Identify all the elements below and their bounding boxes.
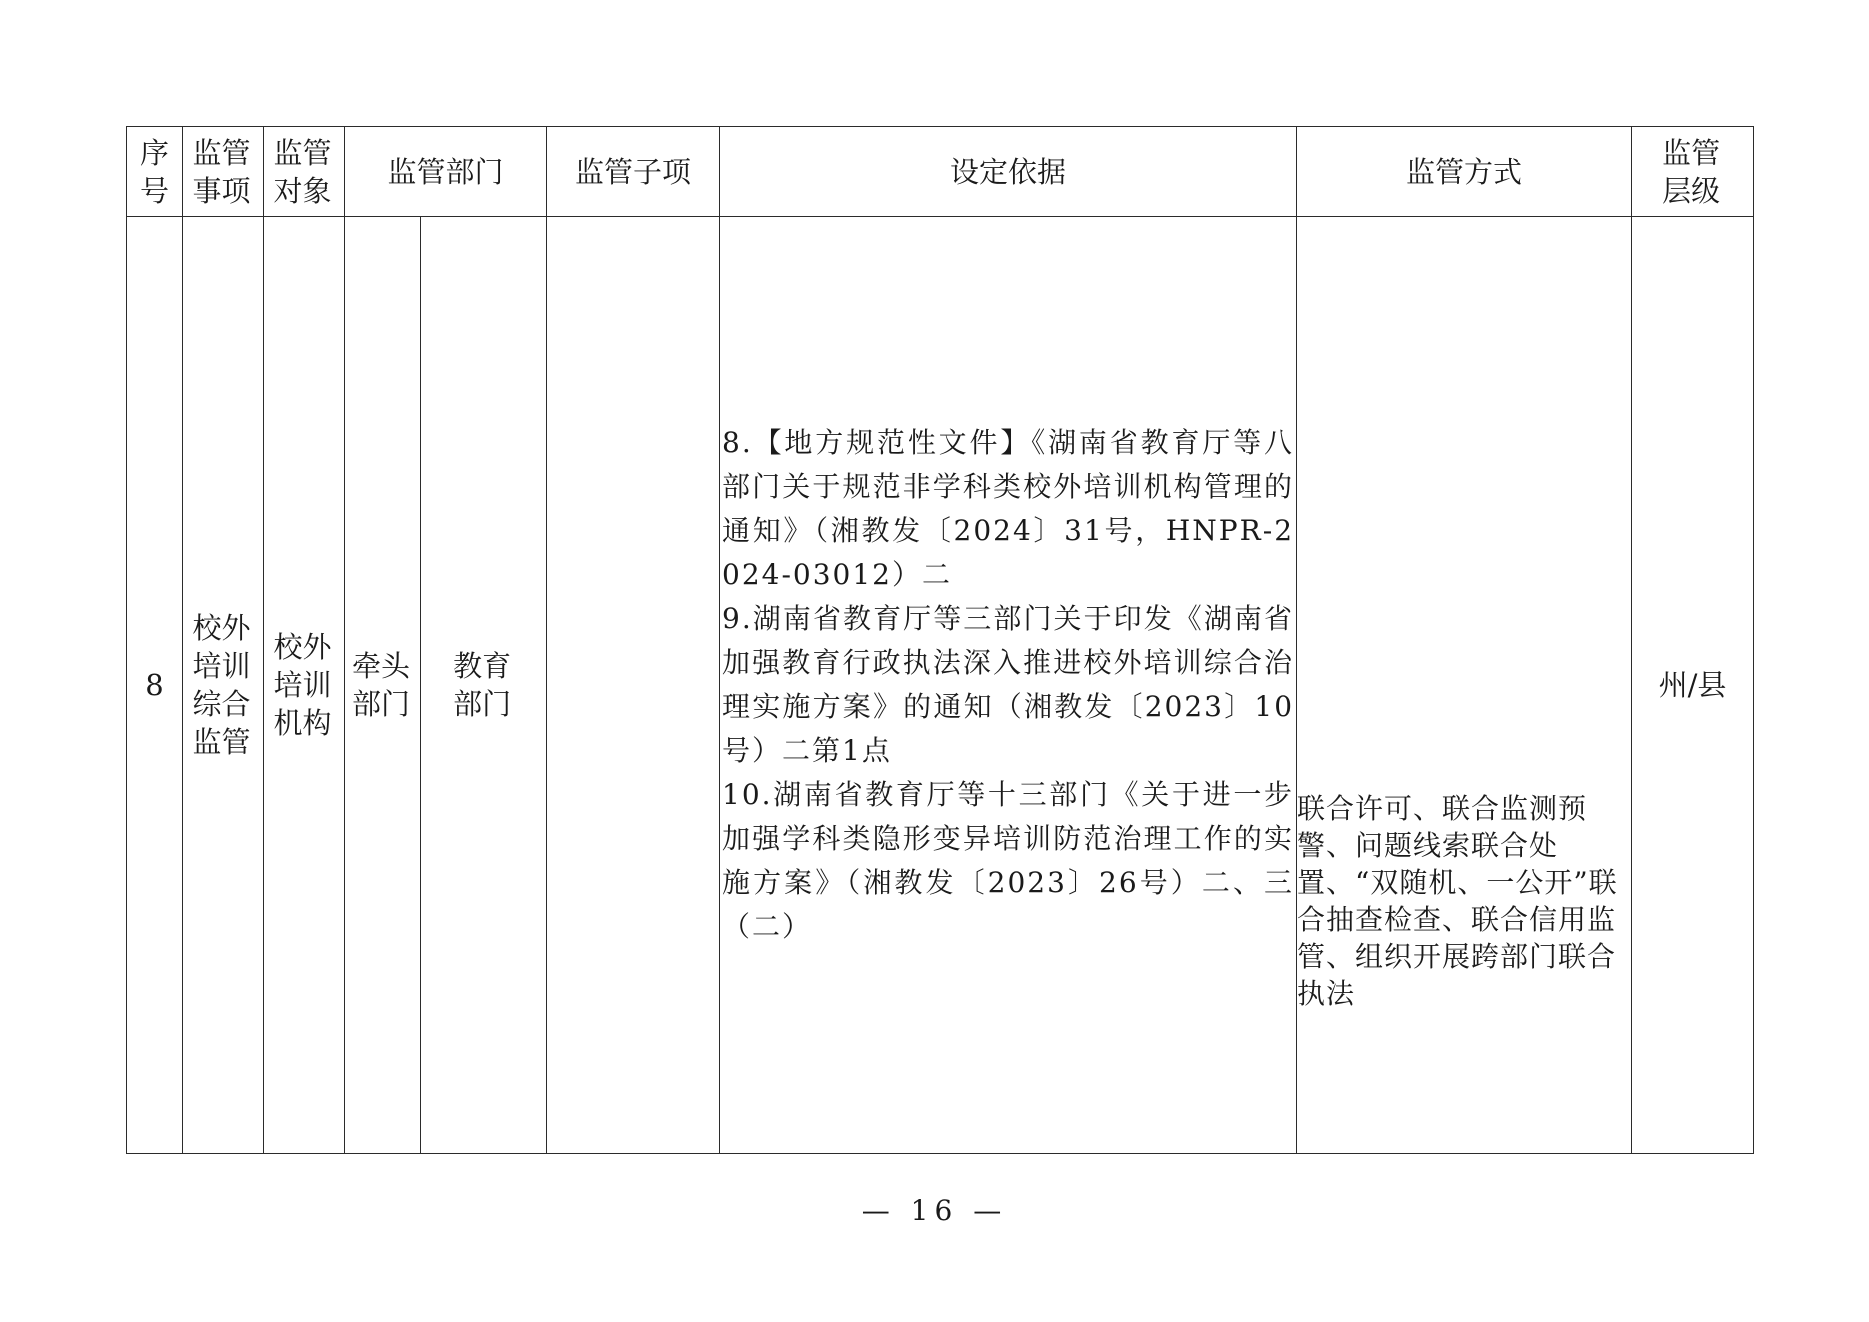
cell-basis — [720, 217, 1297, 1154]
cell-dept-role: 牵头部门 — [345, 217, 421, 1154]
header-level: 监管层级 — [1632, 127, 1754, 217]
header-item: 监管事项 — [183, 127, 264, 217]
header-subitem: 监管子项 — [547, 127, 720, 217]
cell-method: 联合许可、联合监测预警、问题线索联合处置、“双随机、一公开”联合抽查检查、联合信用监管、组织开展跨部门联合执法 — [1297, 217, 1632, 1154]
cell-seq: 8 — [127, 217, 183, 1154]
basis-item-9: 9.湖南省教育厅等三部门关于印发《湖南省加强教育行政执法深入推进校外培训综合治理实施方案》的通知（湘教发〔2023〕10号）二第1点 — [722, 602, 1295, 767]
cell-dept-name: 教育部门 — [421, 217, 547, 1154]
header-row — [127, 127, 1754, 217]
header-object: 监管对象 — [264, 127, 345, 217]
cell-level: 州/县 — [1632, 217, 1754, 1154]
basis-item-10: 10.湖南省教育厅等十三部门《关于进一步加强学科类隐形变异培训防范治理工作的实施方案》（湘教发〔2023〕26号）二、三（二） — [722, 778, 1295, 943]
cell-item: 校外培训综合监管 — [183, 217, 264, 1154]
cell-subitem — [547, 217, 720, 1154]
cell-object: 校外培训机构 — [264, 217, 345, 1154]
supervision-table — [126, 126, 1754, 1154]
basis-item-8: 8.【地方规范性文件】《湖南省教育厅等八部门关于规范非学科类校外培训机构管理的通知》（湘教发〔2024〕31号，HNPR-2024-03012）二 — [722, 426, 1295, 591]
header-department: 监管部门 — [345, 127, 547, 217]
table-row — [127, 217, 1754, 1154]
header-seq: 序号 — [127, 127, 183, 217]
header-method: 监管方式 — [1297, 127, 1632, 217]
page-number: — 16 — — [861, 1194, 1008, 1227]
header-basis: 设定依据 — [720, 127, 1297, 217]
